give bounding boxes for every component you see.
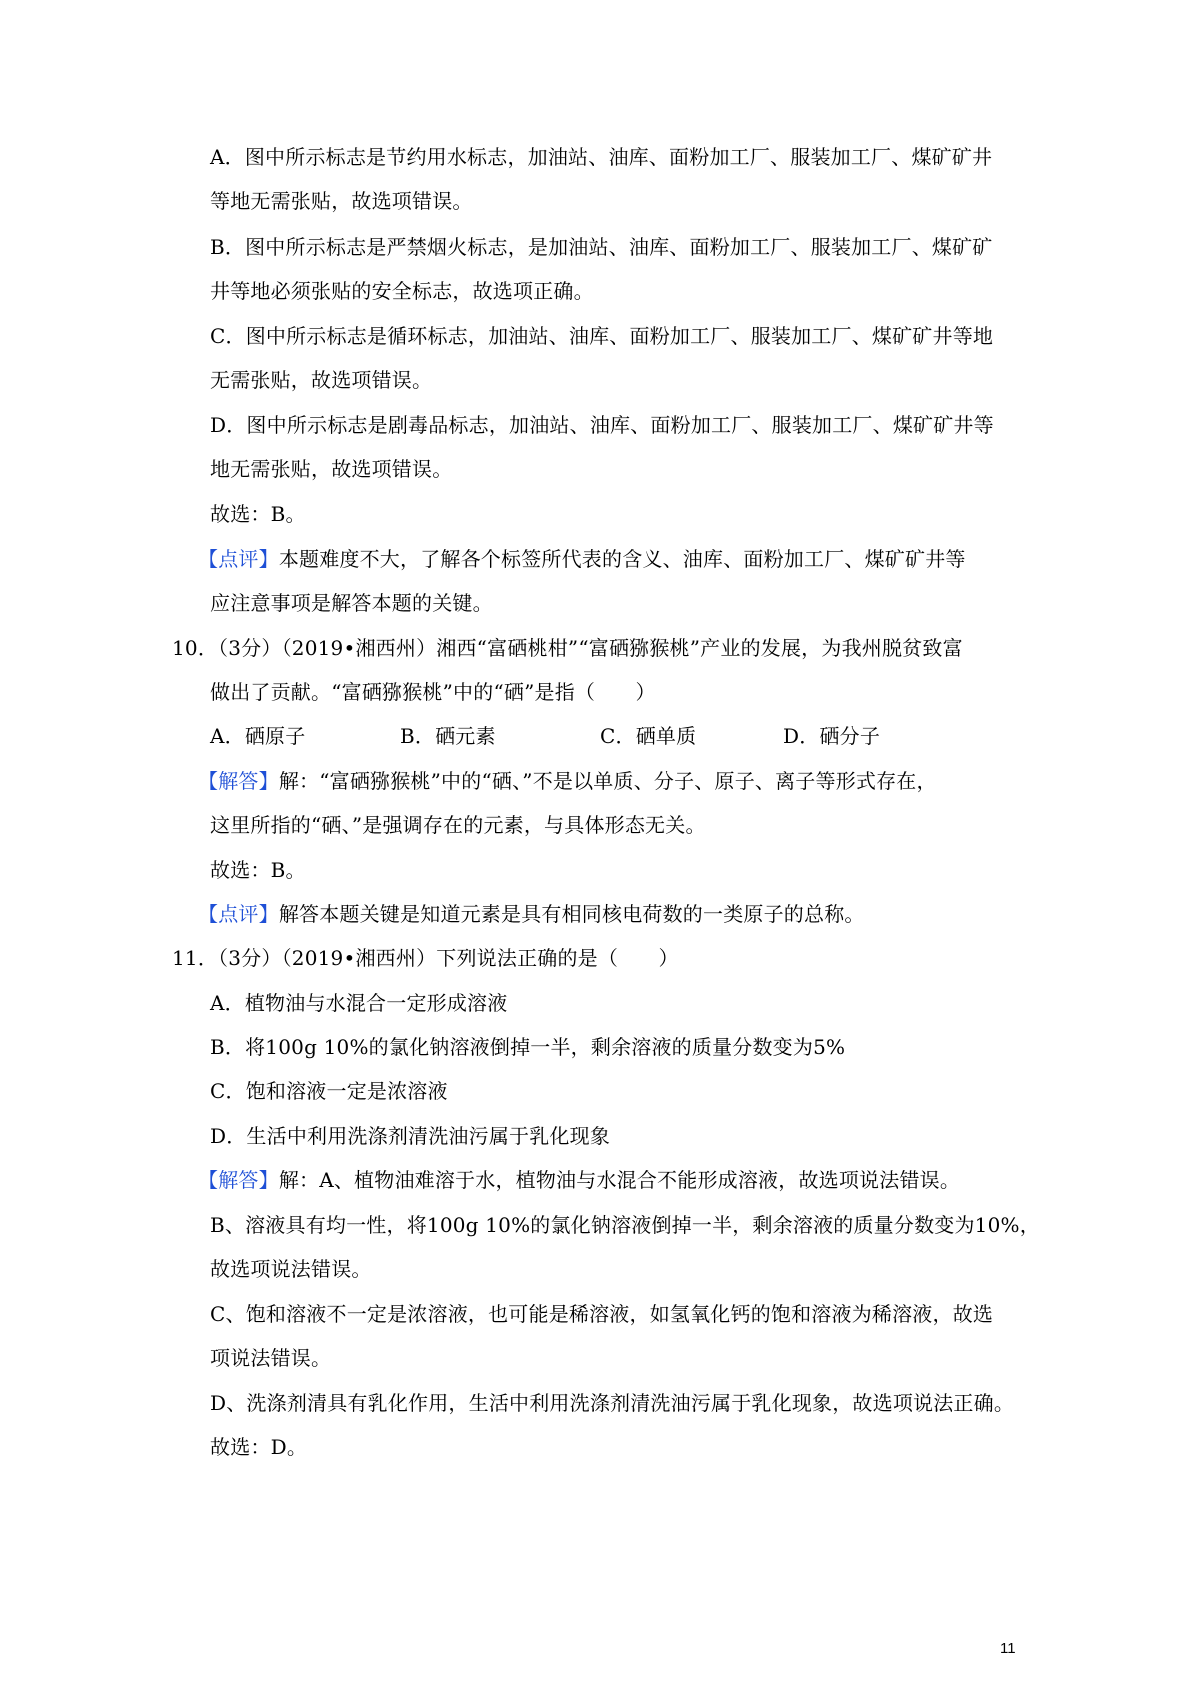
comment-text: 解答本题关键是知道元素是具有相同核电荷数的一类原子的总称。	[278, 902, 865, 926]
q10-comment	[198, 900, 865, 928]
q11-selection: 故选：D。	[210, 1435, 308, 1459]
q9-option-a-explanation: A．图中所示标志是节约用水标志，加油站、油库、面粉加工厂、服装加工厂、煤矿矿井	[210, 145, 993, 169]
q10-option-a: A．硒原子	[210, 724, 306, 748]
q9-option-c-explanation-cont: 无需张贴，故选项错误。	[210, 368, 433, 392]
answer-text: 解：A、植物油难溶于水，植物油与水混合不能形成溶液，故选项说法错误。	[278, 1168, 961, 1192]
q9-comment	[198, 545, 966, 573]
comment-tag: 【点评】	[198, 547, 279, 571]
q11-option-b: B．将100g 10%的氯化钠溶液倒掉一半，剩余溶液的质量分数变为5%	[210, 1035, 846, 1059]
q11-answer-d: D、洗涤剂清具有乳化作用，生活中利用洗涤剂清洗油污属于乳化现象，故选项说法正确。	[210, 1391, 1015, 1415]
q11-option-a: A．植物油与水混合一定形成溶液	[210, 991, 508, 1015]
q11-stem: 11．（3分）（2019•湘西州）下列说法正确的是（ ）	[172, 946, 679, 970]
q10-stem: 10．（3分）（2019•湘西州）湘西“富硒桃柑”“富硒猕猴桃”产业的发展，为我州脱贫致富	[172, 636, 963, 660]
comment-tag: 【点评】	[198, 902, 279, 926]
q11-answer-b-cont: 故选项说法错误。	[210, 1257, 372, 1281]
q11-answer-b: B、溶液具有均一性，将100g 10%的氯化钠溶液倒掉一半，剩余溶液的质量分数变为10%，	[210, 1213, 1040, 1237]
q10-selection: 故选：B。	[210, 858, 306, 882]
q10-option-c: C．硒单质	[600, 724, 697, 748]
q10-options	[210, 722, 890, 750]
q9-option-a-explanation-cont: 等地无需张贴，故选项错误。	[210, 189, 473, 213]
q9-option-d-explanation-cont: 地无需张贴，故选项错误。	[210, 457, 453, 481]
answer-tag: 【解答】	[198, 1168, 279, 1192]
q11-option-d: D．生活中利用洗涤剂清洗油污属于乳化现象	[210, 1124, 611, 1148]
q11-answer-c-cont: 项说法错误。	[210, 1346, 332, 1370]
answer-text: 解：“富硒猕猴桃”中的“硒、”不是以单质、分子、原子、离子等形式存在，	[278, 769, 937, 793]
answer-tag: 【解答】	[198, 769, 279, 793]
q11-answer	[198, 1166, 960, 1194]
q9-option-c-explanation: C．图中所示标志是循环标志，加油站、油库、面粉加工厂、服装加工厂、煤矿矿井等地	[210, 324, 994, 348]
q10-option-d: D．硒分子	[783, 724, 881, 748]
comment-text: 本题难度不大，了解各个标签所代表的含义、油库、面粉加工厂、煤矿矿井等	[278, 547, 966, 571]
q9-option-b-explanation: B．图中所示标志是严禁烟火标志，是加油站、油库、面粉加工厂、服装加工厂、煤矿矿	[210, 235, 993, 259]
q9-comment-cont: 应注意事项是解答本题的关键。	[210, 591, 493, 615]
q9-option-b-explanation-cont: 井等地必须张贴的安全标志，故选项正确。	[210, 279, 594, 303]
q10-option-b: B．硒元素	[400, 724, 496, 748]
q10-answer	[198, 767, 937, 795]
q9-option-d-explanation: D．图中所示标志是剧毒品标志，加油站、油库、面粉加工厂、服装加工厂、煤矿矿井等	[210, 413, 994, 437]
q11-answer-c: C、饱和溶液不一定是浓溶液，也可能是稀溶液，如氢氧化钙的饱和溶液为稀溶液，故选	[210, 1302, 994, 1326]
q10-answer-cont: 这里所指的“硒、”是强调存在的元素，与具体形态无关。	[210, 813, 706, 837]
q11-option-c: C．饱和溶液一定是浓溶液	[210, 1079, 448, 1103]
page-number: 11	[1000, 1640, 1016, 1657]
q10-stem-cont: 做出了贡献。“富硒猕猴桃”中的“硒”是指（ ）	[210, 680, 656, 704]
q9-selection: 故选：B。	[210, 502, 306, 526]
